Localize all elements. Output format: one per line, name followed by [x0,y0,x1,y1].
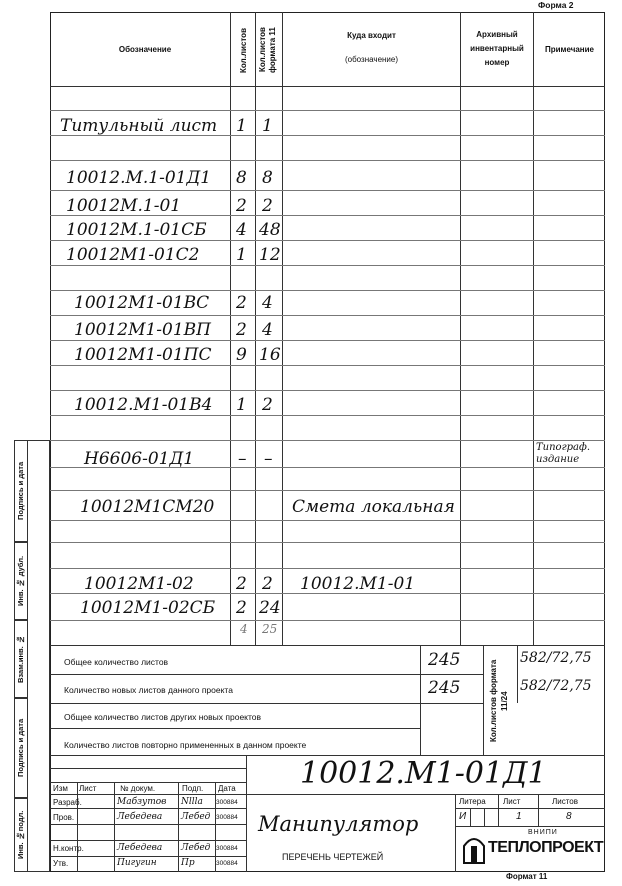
row-sheets: 8 [236,168,247,188]
tb-doc-title: ПЕРЕЧЕНЬ ЧЕРТЕЖЕЙ [282,852,384,862]
tb-sheet-value: 1 [516,811,522,822]
row-format11: 16 [259,345,281,365]
org-small-name: ВНИПИ [528,829,558,836]
col-line [533,12,534,645]
row-line [50,620,605,621]
row-sheets: 2 [236,598,247,618]
header-sheet-count-cell [231,14,255,86]
row-sheets: 1 [236,395,247,415]
row-sheets: 4 [236,220,247,240]
row-designation: Титульный лист [60,116,218,136]
summary-total-label: Общее количество листов [64,657,169,667]
header-archive: Архивный инвентарный номер [470,30,524,67]
summary-new-format: 582/72,75 [520,678,592,694]
side-stamp [14,440,28,542]
row-sheets: 2 [236,320,247,340]
side-stamp-fields [28,440,50,872]
row-designation: 10012М1-01ВС [74,293,210,313]
tb-line [246,755,247,872]
tb-doc-number: 10012.М1-01Д1 [300,756,547,791]
row-where-used: Смета локальная [292,497,455,517]
col-line [282,12,283,645]
tb-sign: Лебед [181,843,211,853]
row-line [50,290,605,291]
row-format11: 4 [262,320,273,340]
tb-line [50,782,246,783]
row-line [50,190,605,191]
summary-new-sheets: 245 [428,678,461,698]
summary-other-label: Общее количество листов других новых проектов [64,712,262,722]
row-line [50,542,605,543]
side-stamp [14,698,28,798]
tb-col [215,782,216,872]
row-line [50,240,605,241]
tb-sign: Пр [181,858,195,868]
tb-col [484,808,485,826]
header-format11: Кол.листов формата 11 [258,27,277,73]
tb-line [50,808,246,809]
row-line [50,520,605,521]
row-format11: 25 [262,622,278,636]
summary-total-format: 582/72,75 [520,650,592,666]
row-designation: 10012М.1-01 [66,196,182,216]
row-format11: 48 [259,220,281,240]
tb-line [50,794,605,795]
row-sheets: 2 [236,574,247,594]
summary-line [50,728,420,729]
summary-col-label-cell [484,650,517,752]
side-stamp [14,620,28,698]
tb-change-header: Подп. [182,784,204,793]
tb-col [178,782,179,872]
tb-name: Мабзутов [117,797,167,807]
summary-col-line [517,645,518,703]
format-label: Формат 11 [506,872,548,881]
tb-col [455,794,456,872]
row-designation: 10012.М.1-01Д1 [66,168,212,188]
row-line [50,110,605,111]
summary-col-label: Кол.листов формата 11/24 [488,659,509,743]
org-name: ТЕПЛОПРОЕКТ [488,839,604,856]
row-sheets: 2 [236,293,247,313]
tb-line [455,826,605,827]
row-designation: 10012М1-02СБ [80,598,216,618]
tb-change-header: Дата [218,784,236,793]
row-note: Типограф. издание [536,442,590,465]
row-line [50,440,605,441]
row-format11: 2 [262,395,273,415]
row-line [50,568,605,569]
tb-sheet-label: Лист [503,797,521,806]
tb-col [498,794,499,826]
tb-date: 300884 [216,845,238,852]
side-label: Инв. №подл. [16,810,25,860]
tb-sign: Nllla [181,797,203,807]
row-format11: 1 [262,116,273,136]
row-sheets: – [238,449,247,469]
header-where-used: Куда входит [347,31,396,40]
row-where-used: 10012.М1-01 [300,574,416,594]
side-label: Подпись и дата [16,718,25,778]
row-format11: – [264,449,273,469]
row-line [50,340,605,341]
row-format11: 12 [259,245,281,265]
header-note: Примечание [544,45,594,54]
row-format11: 8 [262,168,273,188]
tb-col [470,808,471,826]
header-where-used-sub: (обозначение) [344,55,399,64]
tb-change-header: Изм [53,784,68,793]
side-stamp [14,542,28,620]
row-format11: 2 [262,196,273,216]
tb-role: Разраб. [53,798,82,807]
summary-col-line [420,645,421,755]
tb-name: Лебедева [117,843,163,853]
side-label: Подпись и дата [16,461,25,521]
row-line [50,390,605,391]
tb-line [50,824,246,825]
summary-top-line [50,645,605,646]
row-line [50,315,605,316]
row-sheets: 4 [240,622,248,636]
tb-name: Пигугин [117,858,157,868]
tb-date: 300884 [216,799,238,806]
tb-sheets-value: 8 [566,811,572,822]
tb-date: 300884 [216,860,238,867]
side-label: Взам.инв. № [16,635,25,683]
tb-role: Утв. [53,859,69,868]
row-format11: 2 [262,574,273,594]
row-line [50,365,605,366]
row-line [50,265,605,266]
row-format11: 24 [259,598,281,618]
header-designation: Обозначение [118,45,172,54]
side-stamp [14,798,28,872]
tb-change-header: № докум. [120,784,156,793]
tb-line [50,840,246,841]
row-designation: 10012М1-02 [84,574,194,594]
side-label: Инв. № дубл. [16,555,25,607]
summary-reused-label: Количество листов повторно примененных в данном проекте [64,740,307,750]
row-designation: Н6606-01Д1 [84,449,195,469]
summary-line [50,703,483,704]
row-designation: 10012М1-01ВП [74,320,211,340]
form-label: Форма 2 [538,0,574,10]
tb-col [77,782,78,872]
summary-line [50,674,483,675]
tb-role: Н.контр. [53,844,84,853]
col-line [230,12,231,645]
tb-role: Пров. [53,813,75,822]
row-designation: 10012М1-01С2 [66,245,200,265]
header-line [50,86,605,87]
row-line [50,160,605,161]
tb-line [455,808,605,809]
org-logo-icon [463,834,485,864]
tb-line [50,768,246,769]
row-sheets: 9 [236,345,247,365]
tb-sheets-label: Листов [552,797,578,806]
tb-line [50,856,246,857]
header-format11-cell [256,14,282,86]
summary-new-label: Количество новых листов данного проекта [64,685,233,695]
row-line [50,415,605,416]
row-designation: 10012М.1-01СБ [66,220,207,240]
row-format11: 4 [262,293,273,313]
header-sheet-count: Кол.листов [238,27,248,73]
tb-sign: Лебед [181,812,211,822]
row-sheets: 2 [236,196,247,216]
col-line [460,12,461,645]
tb-col [538,794,539,826]
row-designation: 10012.М1-01В4 [74,395,213,415]
tb-name: Лебедева [117,812,163,822]
summary-total-sheets: 245 [428,650,461,670]
tb-change-header: Лист [79,784,97,793]
tb-litera-value: И [459,811,467,822]
tb-litera-label: Литера [459,797,486,806]
tb-product-name: Манипулятор [258,812,419,836]
tb-date: 300884 [216,814,238,821]
tb-col [114,782,115,872]
row-sheets: 1 [236,245,247,265]
col-line [255,12,256,645]
row-designation: 10012М1СМ20 [80,497,215,517]
row-line [50,490,605,491]
row-designation: 10012М1-01ПС [74,345,212,365]
row-sheets: 1 [236,116,247,136]
